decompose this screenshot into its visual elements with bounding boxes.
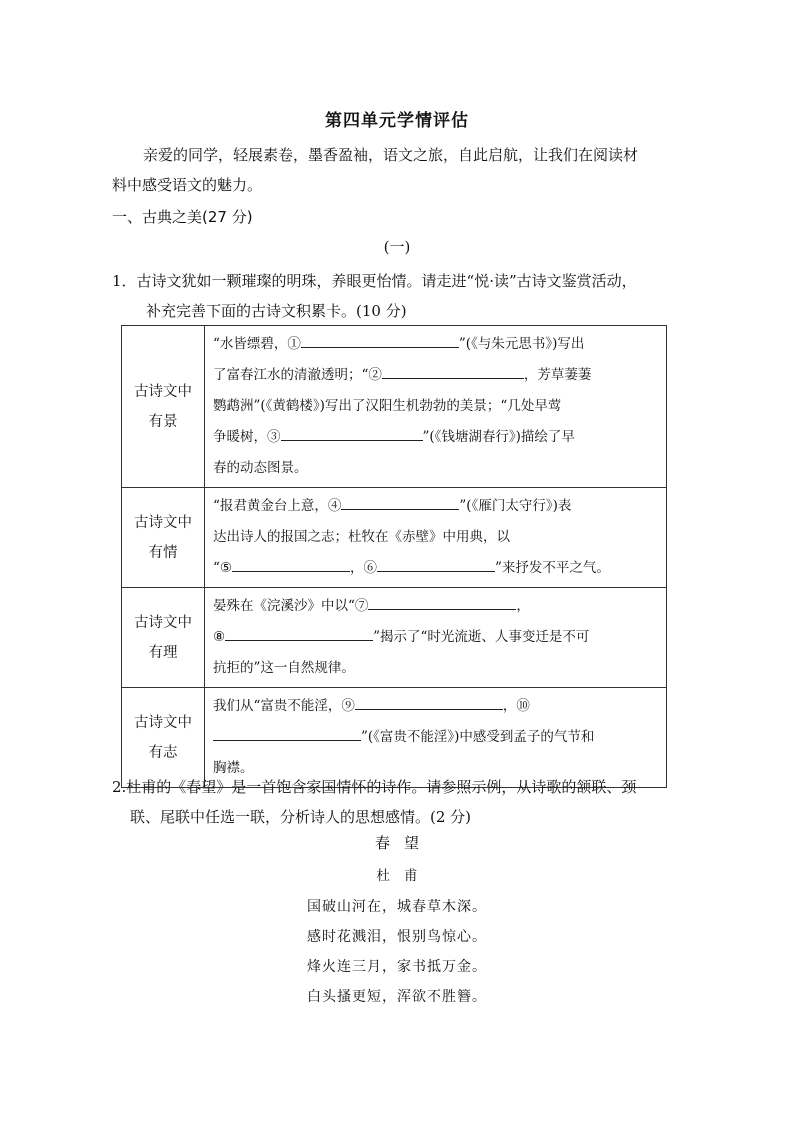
text-fragment: 我们从“富贵不能淫，⑨ (213, 698, 355, 714)
table-row (122, 488, 667, 588)
section-heading: 一、古典之美(27 分) (112, 208, 253, 226)
question-2-line-1: 2.杜甫的《春望》是一首饱含家国情怀的诗作。请参照示例，从诗歌的颔联、颈 (112, 778, 637, 796)
row-header-line: 有志 (148, 744, 178, 761)
text-fragment: ”揭示了“时光流逝、人事变迁是不可 (373, 629, 590, 645)
poem-author: 杜甫 (376, 868, 432, 884)
poem-line: 国破山河在，城春草木深。 (307, 899, 487, 915)
text-fragment: ，芳草萋萋 (523, 367, 592, 383)
row-header (122, 326, 205, 488)
answer-blank-6[interactable] (377, 555, 495, 572)
text-fragment: 争暖树，③ (213, 429, 281, 445)
text-fragment: ”(《与朱元思书》)写出 (458, 336, 585, 352)
table-row (122, 326, 667, 488)
row-content (205, 588, 667, 688)
row-content (205, 488, 667, 588)
row-header-line: 古诗文中 (134, 514, 192, 531)
answer-blank-2[interactable] (382, 362, 524, 379)
text-fragment: ，⑩ (502, 698, 530, 714)
row-header-line: 古诗文中 (134, 614, 192, 631)
text-fragment: ”(《富贵不能淫》)中感受到孟子的气节和 (361, 729, 595, 745)
text-fragment: “报君黄金台上意，④ (213, 498, 342, 514)
question-1-line-2: 补充完善下面的古诗文积累卡。(10 分) (146, 302, 407, 320)
row-header (122, 588, 205, 688)
page-title: 第四单元学情评估 (325, 111, 469, 131)
poem-line: 感时花溅泪，恨别鸟惊心。 (307, 929, 487, 945)
answer-blank-3[interactable] (281, 424, 423, 441)
accumulation-card-table (121, 325, 667, 788)
text-fragment: 达出诗人的报国之志；杜牧在《赤壁》中用典，以 (213, 529, 510, 545)
row-header-line: 有理 (148, 644, 178, 661)
row-header-line: 有景 (148, 413, 178, 430)
text-fragment: 抗拒的”这一自然规律。 (213, 660, 355, 676)
text-fragment: ⑧ (213, 629, 226, 645)
text-fragment: ”(《雁门太守行》)表 (459, 498, 572, 514)
answer-blank-10[interactable] (213, 724, 361, 741)
text-fragment: ，⑥ (350, 560, 378, 576)
row-header-line: 古诗文中 (134, 383, 192, 400)
sub-section-index: (一) (383, 238, 411, 256)
text-fragment: 胸襟。 (213, 760, 254, 776)
text-fragment: ”来抒发不平之气。 (495, 560, 610, 576)
poem-title: 春望 (374, 834, 433, 852)
text-fragment: “水皆缥碧，① (213, 336, 301, 352)
text-fragment: “⑤ (213, 560, 233, 576)
question-2-line-2: 联、尾联中任选一联，分析诗人的思想感情。(2 分) (130, 808, 472, 826)
text-fragment: ”(《钱塘湖春行》)描绘了早 (422, 429, 575, 445)
answer-blank-7[interactable] (368, 593, 516, 610)
table-row (122, 588, 667, 688)
row-content (205, 326, 667, 488)
poem-line: 烽火连三月，家书抵万金。 (307, 959, 487, 975)
text-fragment: 鹦鹉洲”(《黄鹤楼》)写出了汉阳生机勃勃的美景；“几处早莺 (213, 398, 562, 414)
poem-line: 白头搔更短，浑欲不胜簪。 (307, 989, 487, 1005)
text-fragment: 了富春江水的清澈透明；“② (213, 367, 382, 383)
text-fragment: 晏殊在《浣溪沙》中以“⑦ (213, 598, 369, 614)
answer-blank-5[interactable] (232, 555, 350, 572)
text-fragment: ， (516, 598, 530, 614)
intro-line-1: 亲爱的同学，轻展素卷，墨香盈袖，语文之旅，自此启航，让我们在阅读材 (143, 146, 639, 164)
answer-blank-1[interactable] (301, 331, 459, 348)
text-fragment: 春的动态图景。 (213, 460, 308, 476)
row-header-line: 古诗文中 (134, 714, 192, 731)
row-header (122, 488, 205, 588)
answer-blank-4[interactable] (341, 493, 459, 510)
row-header-line: 有情 (148, 544, 178, 561)
question-1-line-1: 1．古诗文犹如一颗璀璨的明珠，养眼更怡情。请走进“悦·读”古诗文鉴赏活动， (112, 272, 637, 290)
answer-blank-8[interactable] (225, 624, 373, 641)
intro-line-2: 料中感受语文的魅力。 (112, 176, 263, 194)
answer-blank-9[interactable] (355, 693, 503, 710)
